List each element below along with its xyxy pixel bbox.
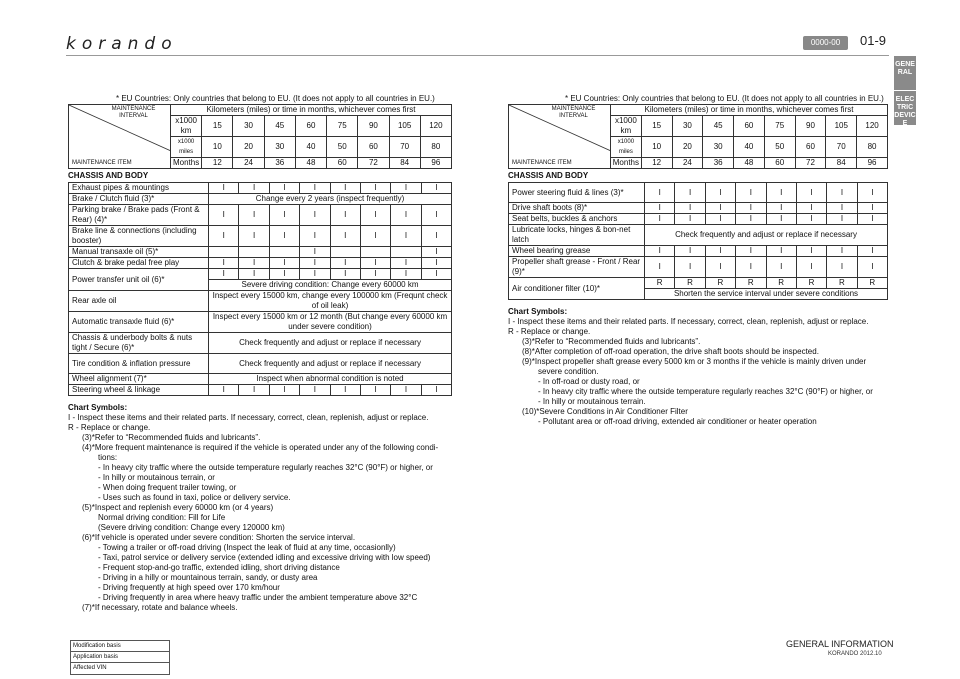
interval-value: 90 [358,116,389,137]
interval-cell: I [239,258,269,269]
interval-cell: I [421,269,451,280]
interval-value: 45 [703,116,734,137]
interval-title: Kilometers (miles) or time in months, whichever comes first [611,105,888,116]
interval-value: 60 [358,137,389,158]
interval-cell: I [360,183,390,194]
interval-cell [239,247,269,258]
table-row [69,194,452,205]
item-label: Steering wheel & linkage [69,385,209,396]
interval-cell: I [827,183,857,203]
table-row [69,385,452,396]
header-divider [66,55,889,56]
interval-cell: I [209,258,239,269]
table-row [69,205,452,226]
table-row [509,214,888,225]
application-basis-row: Application basis [71,652,169,663]
interval-cell: I [209,269,239,280]
interval-value: 60 [795,137,826,158]
span-cell: Inspect every 15000 km or 12 month (But change every 60000 km under severe condition) [209,312,452,333]
left-column [68,104,452,613]
interval-cell: I [269,385,299,396]
table-row [69,258,452,269]
item-label: Manual transaxle oil (5)* [69,247,209,258]
section-title: CHASSIS AND BODY [68,171,149,180]
table-row [509,183,888,203]
interval-value: 60 [764,158,795,169]
side-tab-electric-device[interactable]: ELECTRIC DEVICE [894,91,916,125]
interval-value: 70 [826,137,857,158]
interval-cell: R [736,278,766,289]
interval-value: 120 [420,116,451,137]
interval-unit: x1000 miles [611,137,642,158]
interval-value: 36 [264,158,295,169]
item-label: Exhaust pipes & mountings [69,183,209,194]
table-row [69,226,452,247]
interval-cell: I [421,226,451,247]
table-row [509,203,888,214]
interval-value: 96 [420,158,451,169]
interval-cell: I [675,183,705,203]
symbol-note: - Driving in a hilly or mountainous terrain, sandy, or dusty area [98,573,318,582]
interval-value: 10 [202,137,233,158]
interval-cell: I [391,205,421,226]
interval-value: 30 [233,116,264,137]
interval-cell: I [330,258,360,269]
interval-cell: I [827,257,857,278]
interval-cell: I [736,214,766,225]
interval-cell: I [239,269,269,280]
interval-cell: I [705,183,735,203]
interval-value: 50 [327,137,358,158]
interval-cell: I [766,183,796,203]
item-label: Power transfer unit oil (6)* [69,269,209,291]
symbol-note: tions: [98,453,118,462]
interval-cell: I [300,183,330,194]
interval-cell: I [421,385,451,396]
interval-cell: I [857,214,887,225]
interval-cell: I [300,205,330,226]
item-label: Clutch & brake pedal free play [69,258,209,269]
interval-cell: I [330,226,360,247]
interval-cell: I [360,258,390,269]
interval-cell: I [209,205,239,226]
symbol-note: - In off-road or dusty road, or [538,377,640,386]
interval-value: 15 [202,116,233,137]
side-tab-general[interactable]: GENERAL [894,56,916,90]
table-row [69,183,452,194]
interval-title: Kilometers (miles) or time in months, whichever comes first [171,105,452,116]
interval-cell: I [675,257,705,278]
interval-unit: x1000 km [171,116,202,137]
interval-cell: I [421,205,451,226]
item-label: Air conditioner filter (10)* [509,278,645,300]
chart-symbols [508,307,888,427]
page-number: 01-9 [860,33,887,48]
item-label: Lubricate locks, hinges & bon-net latch [509,225,645,246]
item-label: Seat belts, buckles & anchors [509,214,645,225]
symbol-note: - In heavy city traffic where the outside temperature regularly reaches 32°C (90°F) or higher, or [538,387,873,396]
interval-value: 96 [857,158,888,169]
interval-cell: I [675,203,705,214]
interval-cell: I [239,385,269,396]
symbol-note: (6)*If vehicle is operated under severe condition: Shorten the service interval. [82,533,356,542]
interval-value: 45 [264,116,295,137]
symbol-note: (7)*If necessary, rotate and balance wheels. [82,603,238,612]
interval-value: 72 [795,158,826,169]
maintenance-item-label: MAINTENANCE ITEM [72,160,132,166]
span-cell: Check frequently and adjust or replace if necessary [209,354,452,374]
maintenance-item-label: MAINTENANCE ITEM [512,160,572,166]
interval-cell: I [857,246,887,257]
table-row [69,354,452,374]
interval-value: 48 [734,158,765,169]
symbol-note: - Pollutant area or off-road driving, extended air conditioner or heater operation [538,417,817,426]
interval-value: 36 [703,158,734,169]
footer-subtitle: KORANDO 2012.10 [828,651,882,657]
interval-cell: I [269,258,299,269]
symbol-note: - Driving frequently at high speed over 170 km/hour [98,583,280,592]
interval-cell: I [766,257,796,278]
table-row [69,374,452,385]
interval-cell: I [360,269,390,280]
interval-cell [330,247,360,258]
interval-cell: I [645,246,675,257]
table-row [69,269,452,280]
interval-cell: I [209,183,239,194]
item-label: Power steering fluid & lines (3)* [509,183,645,203]
item-label: Propeller shaft grease - Front / Rear (9)* [509,257,645,278]
item-label: Parking brake / Brake pads (Front & Rear) (4)* [69,205,209,226]
interval-cell: I [796,214,826,225]
item-label: Chassis & underbody bolts & nuts tight / Secure (6)* [69,333,209,354]
interval-cell: I [209,385,239,396]
symbol-note: (4)*More frequent maintenance is required if the vehicle is operated under any of the following condi- [82,443,439,452]
interval-cell: I [330,385,360,396]
symbol-note: - Taxi, patrol service or delivery service (extended idling and excessive driving with low speed) [98,553,431,562]
interval-cell: I [736,257,766,278]
interval-cell: I [300,385,330,396]
interval-cell: R [827,278,857,289]
interval-cell: I [766,203,796,214]
symbol-note: (Severe driving condition: Change every 120000 km) [98,523,285,532]
interval-cell: I [391,183,421,194]
item-label: Automatic transaxle fluid (6)* [69,312,209,333]
symbol-note: I - Inspect these items and their related parts. If necessary, correct, clean, replenish, adjust or replace. [508,317,869,326]
item-label: Rear axle oil [69,291,209,312]
interval-value: 75 [327,116,358,137]
span-cell: Check frequently and adjust or replace if necessary [645,225,888,246]
eu-note-right: * EU Countries: Only countries that belong to EU. (It does not apply to all countries in EU.) [565,94,884,103]
interval-cell: I [796,183,826,203]
symbol-note: (5)*Inspect and replenish every 60000 km (or 4 years) [82,503,274,512]
interval-header-table [68,104,452,169]
interval-value: 105 [389,116,420,137]
interval-cell: I [705,214,735,225]
interval-cell: R [857,278,887,289]
affected-vin-row: Affected VIN [73,665,107,671]
interval-cell: R [766,278,796,289]
interval-value: 80 [857,137,888,158]
interval-cell [209,247,239,258]
item-label: Wheel alignment (7)* [69,374,209,385]
interval-cell: I [705,246,735,257]
interval-value: 48 [295,158,326,169]
interval-value: 80 [420,137,451,158]
interval-cell: I [330,183,360,194]
interval-value: 75 [764,116,795,137]
interval-cell: I [645,183,675,203]
interval-value: 30 [672,116,703,137]
symbol-note: (3)*Refer to “Recommended fluids and lubricants”. [82,433,261,442]
interval-cell: I [796,203,826,214]
interval-value: 70 [389,137,420,158]
interval-cell: I [421,258,451,269]
interval-cell: I [360,385,390,396]
symbol-note: (9)*Inspect propeller shaft grease every 5000 km or 3 months if the vehicle is mainly driven under [522,357,867,366]
interval-cell: R [645,278,675,289]
symbol-note: (10)*Severe Conditions in Air Conditioner Filter [522,407,688,416]
interval-cell: I [421,247,451,258]
right-column [508,104,888,427]
span-cell: Change every 2 years (inspect frequently) [209,194,452,205]
interval-cell: I [300,269,330,280]
interval-value: 30 [703,137,734,158]
interval-cell: I [645,257,675,278]
interval-cell: I [766,214,796,225]
maintenance-interval-label: MAINTENANCE INTERVAL [551,106,596,119]
symbol-note: - In heavy city traffic where the outside temperature regularly reaches 32°C (90°F) or higher, or [98,463,433,472]
interval-value: 60 [734,116,765,137]
interval-cell: I [857,257,887,278]
interval-value: 72 [358,158,389,169]
chart-symbols [68,403,452,613]
interval-cell [360,247,390,258]
interval-value: 60 [295,116,326,137]
interval-cell: I [239,183,269,194]
interval-cell [269,247,299,258]
item-label: Brake / Clutch fluid (3)* [69,194,209,205]
interval-cell: I [766,246,796,257]
interval-value: 105 [826,116,857,137]
interval-cell: I [796,246,826,257]
span-cell: Inspect when abnormal condition is noted [209,374,452,385]
interval-cell: I [736,183,766,203]
diagonal-header-cell [69,105,171,169]
symbol-note: I - Inspect these items and their related parts. If necessary, correct, clean, replenish, adjust or replace. [68,413,429,422]
interval-value: 20 [672,137,703,158]
interval-cell: I [827,214,857,225]
interval-cell: I [796,257,826,278]
table-row [69,247,452,258]
modification-basis-row: Modification basis [71,641,169,652]
note-cell: Severe driving condition: Change every 60000 km [209,280,452,291]
interval-cell: I [330,205,360,226]
interval-cell: I [736,203,766,214]
interval-cell: I [360,226,390,247]
interval-cell: I [269,205,299,226]
interval-cell [391,247,421,258]
interval-cell: I [827,203,857,214]
item-label: Tire condition & inflation pressure [69,354,209,374]
interval-cell: I [391,226,421,247]
revision-info-box [70,640,170,675]
footer-title: GENERAL INFORMATION [786,639,894,649]
eu-note-left: * EU Countries: Only countries that belong to EU. (It does not apply to all countries in EU.) [116,94,435,103]
table-row [69,291,452,312]
diagonal-header-cell [509,105,611,169]
section-title: CHASSIS AND BODY [508,171,589,180]
interval-unit: Months [611,158,642,169]
interval-cell: I [705,257,735,278]
interval-cell: I [269,183,299,194]
symbol-note: Normal driving condition: Fill for Life [98,513,226,522]
table-row [69,333,452,354]
section-code-badge: 0000-00 [803,36,848,50]
interval-value: 40 [734,137,765,158]
interval-cell: I [209,226,239,247]
symbol-note: - When doing frequent trailer towing, or [98,483,237,492]
table-row [509,246,888,257]
table-row [509,278,888,289]
interval-cell: R [796,278,826,289]
table-row [69,312,452,333]
brand-logo: korando [66,34,178,54]
symbol-note: (3)*Refer to “Recommended fluids and lubricants”. [522,337,701,346]
interval-unit: x1000 miles [171,137,202,158]
chart-symbols-title: Chart Symbols: [68,403,128,412]
interval-cell: I [300,258,330,269]
interval-value: 84 [826,158,857,169]
symbol-note: - Towing a trailer or off-road driving (Inspect the leak of fluid at any time, occasionlly) [98,543,396,552]
interval-cell: I [645,203,675,214]
interval-cell: I [857,203,887,214]
interval-cell: R [675,278,705,289]
interval-cell: I [736,246,766,257]
interval-cell: I [360,205,390,226]
interval-value: 20 [233,137,264,158]
symbol-note: - Uses such as found in taxi, police or delivery service. [98,493,291,502]
symbol-note: R - Replace or change. [508,327,591,336]
symbol-note: - Frequent stop-and-go traffic, extended idling, short driving distance [98,563,340,572]
interval-value: 12 [641,158,672,169]
interval-cell: I [421,183,451,194]
interval-cell: I [239,205,269,226]
interval-value: 50 [764,137,795,158]
interval-unit: x1000 km [611,116,642,137]
symbol-note: - Driving frequently in area where heavy traffic under the ambient temperature above 32°C [98,593,418,602]
interval-cell: I [675,246,705,257]
maintenance-table [68,182,452,396]
interval-value: 90 [795,116,826,137]
interval-cell: I [391,385,421,396]
interval-value: 84 [389,158,420,169]
item-label: Wheel bearing grease [509,246,645,257]
interval-value: 15 [641,116,672,137]
symbol-note: (8)*After completion of off-road operation, the drive shaft boots should be inspected. [522,347,819,356]
item-label: Brake line & connections (including booster) [69,226,209,247]
interval-cell: I [705,203,735,214]
symbol-note: - In hilly or moutainous terrain. [538,397,646,406]
item-label: Drive shaft boots (8)* [509,203,645,214]
interval-value: 10 [641,137,672,158]
interval-value: 24 [672,158,703,169]
interval-cell: I [645,214,675,225]
interval-cell: I [827,246,857,257]
interval-cell: I [330,269,360,280]
interval-header-table [508,104,888,169]
interval-unit: Months [171,158,202,169]
note-cell: Shorten the service interval under severe conditions [645,289,888,300]
interval-cell: I [300,247,330,258]
interval-cell: I [857,183,887,203]
interval-cell: I [239,226,269,247]
table-row [509,257,888,278]
interval-cell: I [391,258,421,269]
interval-cell: I [300,226,330,247]
symbol-note: - In hilly or moutainous terrain, or [98,473,215,482]
span-cell: Inspect every 15000 km, change every 100000 km (Frequnt check of oil leak) [209,291,452,312]
maintenance-table [508,182,888,300]
interval-value: 40 [295,137,326,158]
interval-value: 12 [202,158,233,169]
symbol-note: R - Replace or change. [68,423,151,432]
interval-cell: I [269,269,299,280]
interval-cell: I [675,214,705,225]
span-cell: Check frequently and adjust or replace if necessary [209,333,452,354]
maintenance-interval-label: MAINTENANCE INTERVAL [111,106,156,119]
interval-value: 30 [264,137,295,158]
interval-value: 120 [857,116,888,137]
interval-cell: I [269,226,299,247]
interval-value: 24 [233,158,264,169]
interval-cell: I [391,269,421,280]
interval-value: 60 [327,158,358,169]
table-row [509,225,888,246]
chart-symbols-title: Chart Symbols: [508,307,568,316]
symbol-note: severe condition. [538,367,599,376]
interval-cell: R [705,278,735,289]
